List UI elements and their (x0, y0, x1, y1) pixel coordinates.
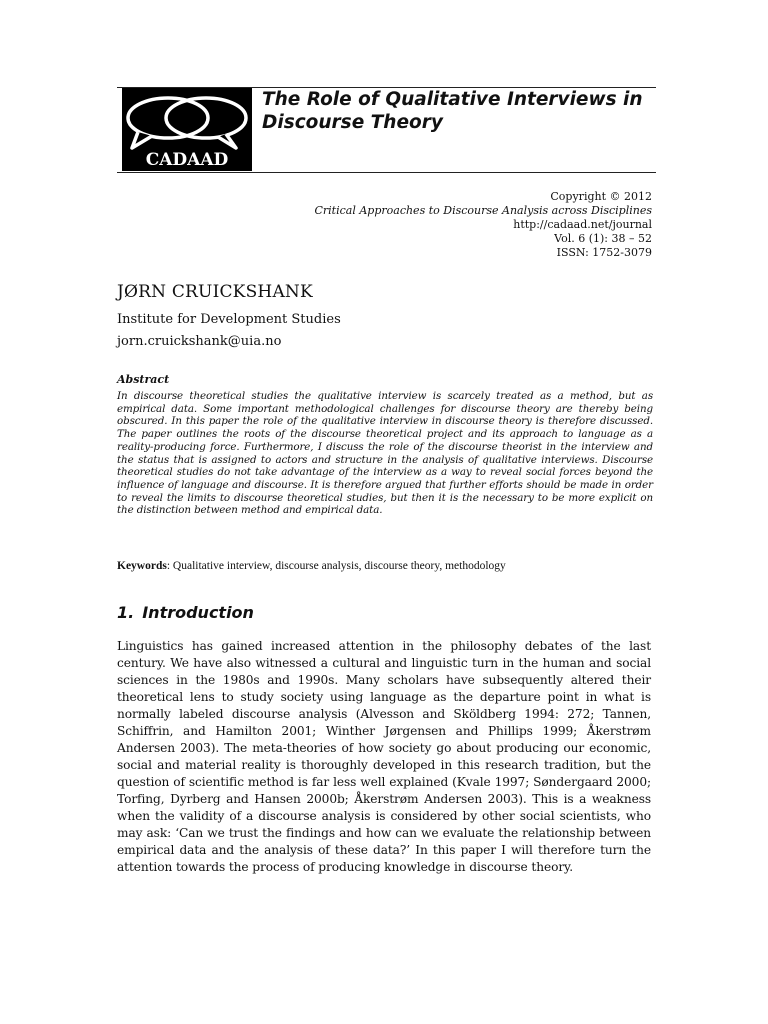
header-bottom-rule (117, 172, 656, 173)
journal-name: Critical Approaches to Discourse Analysis across Disciplines (314, 204, 652, 217)
section-heading (117, 603, 254, 622)
introduction-paragraph: Linguistics has gained increased attention in the philosophy debates of the last century. We have also witnessed a cultural and linguistic turn in the human and social sciences in the 1980s and 1990s. Many scholars have subsequently altered their theoretical lens to study society using language as the departure point in what is normally labeled discourse analysis (Alvesson and Sköldberg 1994: 272; Tannen, Schiffrin, and Hamilton 2001; Winther Jørgensen and Phillips 1999; Åkerstrøm Andersen 2003). The meta-theories of how society go about producing our economic, social and material reality is thoroughly developed in this research tradition, but the question of scientific method is far less well explained (Kvale 1997; Søndergaard 2000; Torfing, Dyrberg and Hansen 2000b; Åkerstrøm Andersen 2003). This is a weakness when the validity of a discourse analysis is considered by other social scientists, who may ask: ‘Can we trust the findings and how can we evaluate the relationship between empirical data and the analysis of these data?’ In this paper I will therefore turn the attention towards the process of producing knowledge in discourse theory. (117, 639, 651, 874)
speech-bubbles-icon (122, 88, 252, 171)
volume-info: Vol. 6 (1): 38 – 52 (554, 232, 652, 245)
issn: ISSN: 1752-3079 (556, 246, 652, 259)
paper-title: The Role of Qualitative Interviews in Discourse Theory (262, 89, 643, 133)
abstract-text: In discourse theoretical studies the qualitative interview is scarcely treated as a method, but as empirical data. Some important methodological challenges for discourse theory are thereby being obscured. In this paper the role of the qualitative interview in discourse theory is therefore discussed. The paper outlines the roots of the discourse theoretical project and its approach to language as a reality-producing force. Furthermore, I discuss the role of the discourse theorist in the interview and the status that is assigned to actors and structure in the analysis of qualitative interviews. Discourse theoretical studies do not take advantage of the interview as a way to reveal social forces beyond the influence of language and discourse. It is therefore argued that further efforts should be made in order to reveal the limits to discourse theoretical studies, but then it is the necessary to be more explicit on the distinction between method and empirical data. (117, 390, 653, 517)
journal-url[interactable]: http://cadaad.net/journal (513, 218, 652, 231)
keywords-label: Keywords (117, 560, 167, 572)
section-number: 1. (117, 603, 135, 622)
keywords-values: : Qualitative interview, discourse analysis, discourse theory, methodology (166, 560, 506, 572)
abstract-heading: Abstract (117, 373, 170, 386)
cadaad-logo (122, 88, 252, 171)
keywords-line (117, 560, 653, 572)
author-institute: Institute for Development Studies (117, 312, 341, 327)
author-email[interactable]: jorn.cruickshank@uia.no (117, 334, 282, 349)
section-title: Introduction (142, 603, 254, 622)
author-name: JØRN CRUICKSHANK (117, 282, 313, 302)
copyright-line: Copyright © 2012 (550, 190, 652, 203)
logo-text: CADAAD (145, 150, 229, 170)
copyright-block (232, 190, 652, 260)
